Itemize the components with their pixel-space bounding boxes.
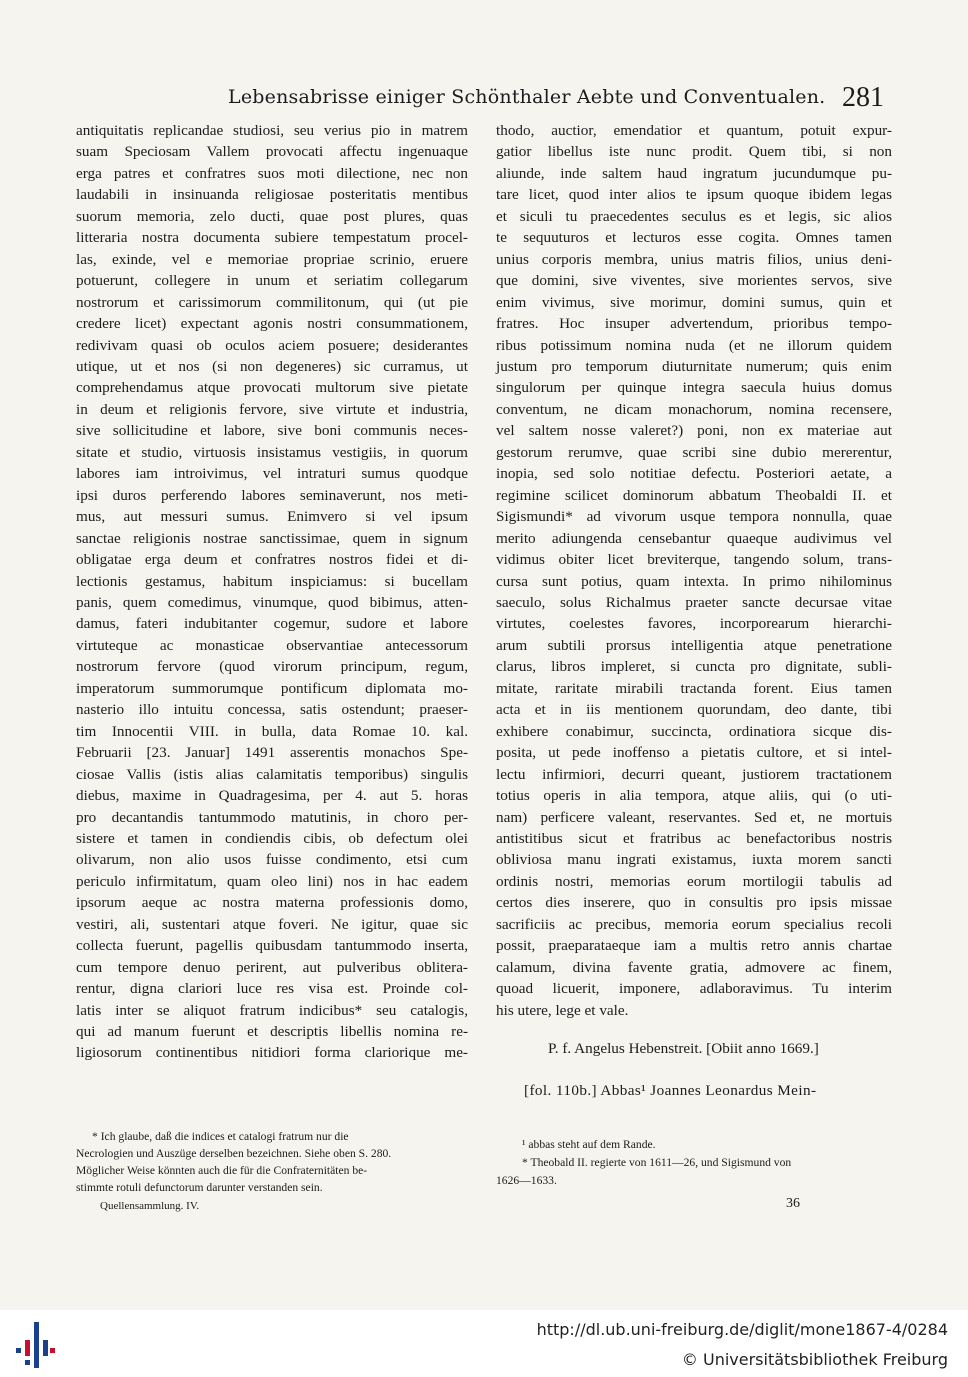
text-line: que domini, sive viventes, sive morientes servos, sive (496, 272, 892, 290)
text-line: antistitibus sicut et fratribus ac benefactoribus nostris (496, 829, 892, 847)
text-line: damus, fateri indubitanter cogemur, sudore et labore (76, 615, 468, 633)
text-line: imperatorum summorumque pontificum diplomata mo- (76, 679, 468, 697)
text-line: litteraria nostra documenta subiere tempestatum procel- (76, 229, 468, 247)
text-line: aliunde, inde saltem haud ingratum jucundumque pu- (496, 164, 892, 182)
text-line: rentur, digna clariori luce res visa est. Proinde col- (76, 980, 468, 998)
author-signature: P. f. Angelus Hebenstreit. [Obiit anno 1669.] (548, 1040, 819, 1057)
text-line: nasterio illo intuitu concessa, satis ostendunt; praeser- (76, 701, 468, 719)
sheet-number: 36 (786, 1196, 800, 1211)
text-line: gatior libellus iste nunc prodit. Quem tibi, si non (496, 143, 892, 161)
footnote-line: * Ich glaube, daß die indices et catalogi fratrum nur die (92, 1130, 349, 1143)
text-line: ipsi duros perferendo labores seminaverunt, nos meti- (76, 486, 468, 504)
next-entry-heading: [fol. 110b.] Abbas¹ Joannes Leonardus Mein- (524, 1082, 817, 1099)
text-line: cum tempore denuo perirent, aut pulveribus oblitera- (76, 958, 468, 976)
footnote-line: stimmte rotuli defunctorum darunter verstanden sein. (76, 1181, 323, 1194)
text-line: singulorum per quinque integra saecula huius domus (496, 379, 892, 397)
text-line: lectu infirmiori, decurri queant, justiorem tractationem (496, 765, 892, 783)
text-line: antiquitatis replicandae studiosi, seu verius pio in matrem (76, 122, 468, 139)
copyright-notice: © Universitätsbibliothek Freiburg (681, 1350, 948, 1369)
text-line: ribus potissimum nomina nuda (et ne illorum quidem (496, 336, 892, 354)
text-line: inopia, sed solo notitiae defectu. Posteriori aetate, a (496, 465, 892, 483)
text-line: conventum, ne dicam monachorum, nomina recensere, (496, 400, 892, 418)
text-line: exhibere conabimur, succincta, ordinatiora sicque dis- (496, 722, 892, 740)
text-line: panis, quem comedimus, vinumque, quod bibimus, atten- (76, 593, 468, 611)
text-line: nostrorum et carissimorum commilitonum, qui (ut pie (76, 293, 468, 311)
text-line: his utere, lege et vale. (496, 1001, 629, 1019)
text-line: totius operis in alia tempora, atque aliis, qui (o uti- (496, 787, 892, 805)
text-line: ipsorum aeque ac nostra materna professionis domo, (76, 894, 468, 912)
text-line: merito adiungenda censebantur quaeque audivimus vel (496, 529, 892, 547)
text-line: acta et in iis mentionem quorundam, deo dante, tibi (496, 701, 892, 719)
text-line: diebus, maxime in Quadragesima, per 4. aut 5. horas (76, 787, 468, 805)
text-line: fratres. Hoc insuper advertendum, prioribus tempo- (496, 315, 892, 333)
text-line: cursa sunt potius, quam intexta. In primo nihilominus (496, 572, 892, 590)
text-line: justum pro temporum diuturnitate numerum; quis enim (496, 357, 892, 375)
text-line: nostrorum fervore (quod virorum principum, regum, (76, 658, 468, 676)
text-line: comprehendamus atque provocati multorum sive pietate (76, 379, 468, 397)
text-line: quoad licuerit, imponere, adlaboravimus. Tu interim (496, 980, 892, 998)
text-line: pro decantandis tantummodo matutinis, in choro per- (76, 808, 468, 826)
text-line: et siculi tu praecedentes seculus es et legis, sic alios (496, 207, 892, 225)
text-line: olivarum, non alio usos fuisse condimento, etsi cum (76, 851, 468, 869)
text-line: gestorum rerumve, quae scribi sine dubio mererentur, (496, 443, 892, 461)
text-line: mitate, raritate mirabili tractanda forent. Eius tamen (496, 679, 892, 697)
text-line: obliviosa manu ingrati existamus, iuxta morem sancti (496, 851, 892, 869)
text-line: nam) perficere valeant, reservantes. Sed et, ne mortuis (496, 808, 892, 826)
text-line: virtutes, coelestes favores, incorporearum hierarchi- (496, 615, 892, 633)
text-line: collecta fuerunt, pagellis quibusdam tantummodo inserta, (76, 937, 468, 955)
text-line: qui ad manum fuerunt et descriptis libellis nomina re- (76, 1023, 468, 1041)
running-header: Lebensabrisse einiger Schönthaler Aebte und Conventualen. (228, 86, 826, 108)
text-line: clarus, libros impleret, si cuncta pro dignitate, subli- (496, 658, 892, 676)
text-line: ciosae Vallis (istis alias calamitatis temporibus) singulis (76, 765, 468, 783)
text-line: sacrificiis ac precibus, memoria eorum specialius recoli (496, 915, 892, 933)
text-line: sanctae religionis nostrae sanctissimae, quem in signum (76, 529, 468, 547)
permalink-url[interactable]: http://dl.ub.uni-freiburg.de/diglit/mone1867-4/0284 (536, 1320, 948, 1339)
text-line: tare licet, quod inter alios te ipsum quoque ibidem legas (496, 186, 892, 204)
text-line: thodo, auctior, emendatior et quantum, potuit expur- (496, 122, 892, 139)
text-line: tim Innocentii VIII. in bulla, data Romae 10. kal. (76, 722, 468, 740)
text-line: saeculo, solus Richalmus praeter sancte decursae vitae (496, 593, 892, 611)
text-line: latis inter se aliquot fratrum indicibus* seu catalogis, (76, 1001, 468, 1019)
text-line: ordinis nostri, memorias eorum mortilogii tabulis ad (496, 872, 892, 890)
text-line: possit, praeparataeque iam a multis retro annis chartae (496, 937, 892, 955)
footnote-line: Necrologien und Auszüge derselben bezeichnen. Siehe oben S. 280. (76, 1147, 392, 1160)
text-line: sitate et studio, virtuosis insistamus vestigiis, in quorum (76, 443, 468, 461)
text-line: sistere et tamen in condiendis cibis, ob defectum olei (76, 829, 468, 847)
footnote-line: ¹ abbas steht auf dem Rande. (522, 1138, 656, 1151)
viewer-footer (0, 1310, 968, 1377)
footnote-line: * Theobald II. regierte von 1611—26, und Sigismund von (522, 1156, 792, 1169)
text-line: suam Speciosam Vallem provocati affectu ingenuaque (76, 143, 468, 161)
text-line: suorum memoria, zelo ducti, quae post plures, quas (76, 207, 468, 225)
footnote-right (496, 1136, 894, 1190)
text-line: Sigismundi* ad vivorum usque tempora nonnulla, quae (496, 508, 892, 526)
text-line: te sequuturos et lecturos esse cogita. Omnes tamen (496, 229, 892, 247)
text-line: Februarii [23. Januar] 1491 asserentis monachos Spe- (76, 744, 468, 762)
text-line: vidimus obiter licet breviterque, tangendo solum, trans- (496, 551, 892, 569)
text-line: virtuteque ac monasticae observantiae antecessorum (76, 636, 468, 654)
text-line: in deum et religionis fervore, sive virtute et industria, (76, 400, 468, 418)
text-line: obligatae erga deum et confratres nostros fidei et di- (76, 551, 468, 569)
right-text-column (496, 120, 892, 1021)
text-line: potuerunt, collegere in unum et seriatim collegarum (76, 272, 468, 290)
text-line: utique, ut et nos (si non degeneres) sic curramus, ut (76, 357, 468, 375)
text-line: vel saltem nosse valeret?) poni, non ex materiae aut (496, 422, 892, 440)
text-line: vestiri, ali, sustentari atque foveri. Ne igitur, quae sic (76, 915, 468, 933)
text-line: sive sollicitudine et labore, sive boni communis neces- (76, 422, 468, 440)
library-logo-icon (16, 1320, 56, 1370)
footnote-line: 1626—1633. (496, 1174, 557, 1187)
text-line: certos dies inserere, quo in consultis pro ipsis missae (496, 894, 892, 912)
text-line: redivivam quasi ob oculos aciem posuere; desiderantes (76, 336, 468, 354)
signature-mark: Quellensammlung. IV. (100, 1200, 200, 1212)
text-line: periculo infirmitatum, quam oleo lini) nos in hac eadem (76, 872, 468, 890)
text-line: lectionis gestamus, habitum inspiciamus: si bucellam (76, 572, 468, 590)
left-text-column (76, 120, 468, 1064)
text-line: enim vivimus, sive morimur, domini sumus, quin et (496, 293, 892, 311)
text-line: arum subtili prorsus intelligentia atque penetratione (496, 636, 892, 654)
text-line: erga patres et confratres suos moti dilectione, nec non (76, 164, 468, 182)
page-number: 281 (842, 82, 884, 113)
text-line: credere licet) expectant agonis nostri consummationem, (76, 315, 468, 333)
text-line: laudabili in insinuanda religiosae posteritatis mentibus (76, 186, 468, 204)
text-line: regimine scilicet dominorum abbatum Theobaldi II. et (496, 486, 892, 504)
text-line: ligiosorum continentibus nitidiori forma clariorique me- (76, 1044, 468, 1062)
text-line: las, exinde, vel e memoriae propriae scrinio, eruere (76, 250, 468, 268)
footnote-line: Möglicher Weise könnten auch die für die Confraternitäten be- (76, 1164, 368, 1177)
footnote-left (76, 1128, 470, 1196)
text-line: calamum, divina favente gratia, admovere ac finem, (496, 958, 892, 976)
text-line: posita, ut pede inoffenso a pietatis cultore, et si intel- (496, 744, 892, 762)
text-line: unius corporis membra, unius matris filios, unius deni- (496, 250, 892, 268)
text-line: labores iam introivimus, vel intraturi sumus quodque (76, 465, 468, 483)
text-line: mus, aut messuri sumus. Enimvero si vel ipsum (76, 508, 468, 526)
